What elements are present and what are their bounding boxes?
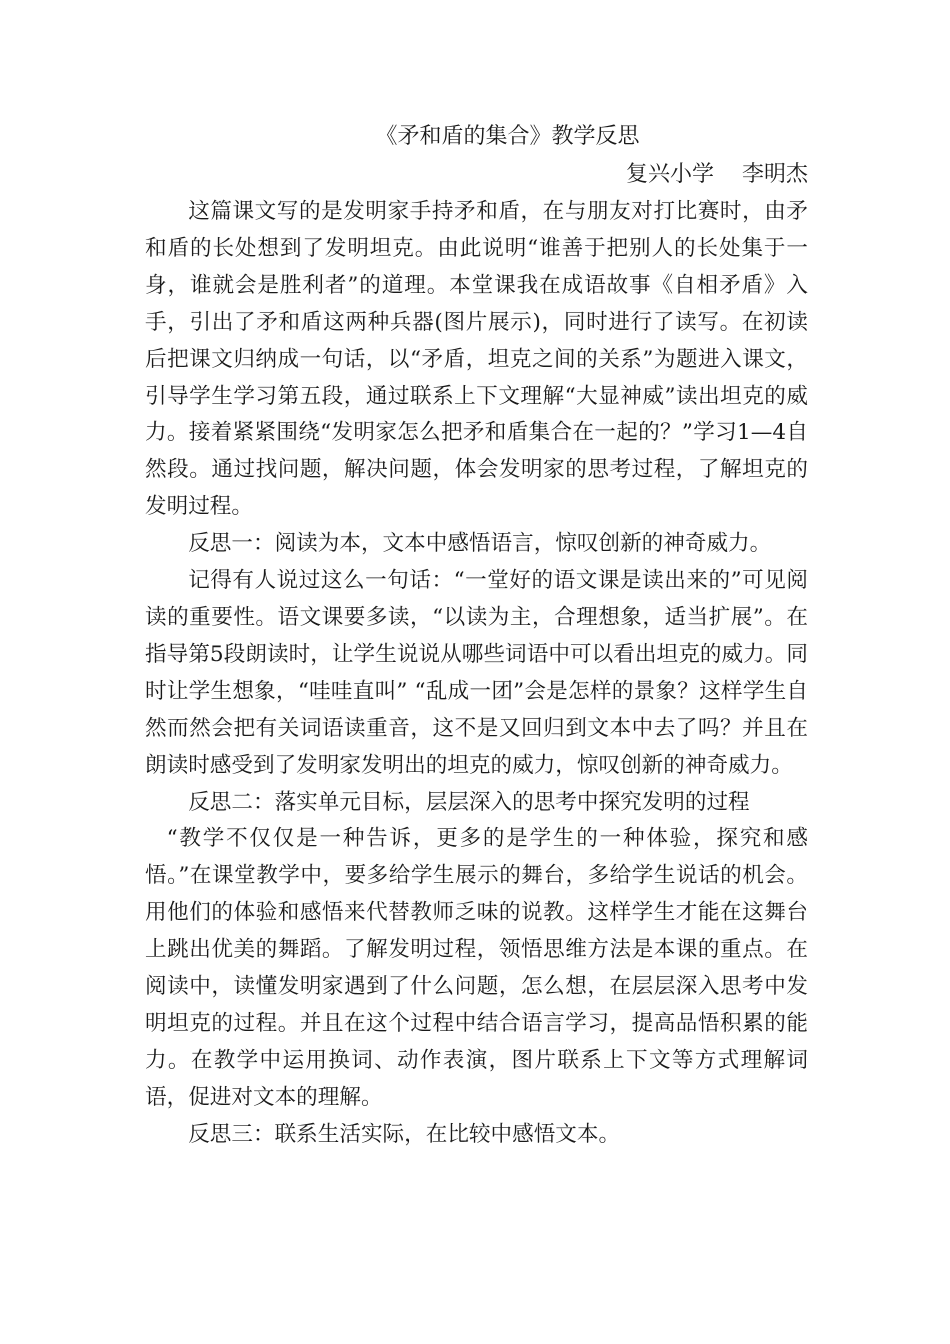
document-title: 《矛和盾的集合》教学反思 (375, 124, 640, 149)
paragraph-reflection-1: 记得有人说过这么一句话：“一堂好的语文课是读出来的”可见阅读的重要性。语文课要多读，“以读为主，合理想象，适当扩展”。在指导第5段朗读时，让学生说说从哪些词语中可以看出坦克的威力。同时让学生想象，“哇哇直叫” “乱成一团”会是怎样的景象？这样学生自然而然会把有关词语读重音，这不是又回归到文本中去了吗？并且在朗读时感受到了发明家发明出的坦克的威力，惊叹创新的神奇威力。 (145, 568, 808, 778)
document-page (145, 118, 808, 1154)
author-byline: 复兴小学 李明杰 (626, 162, 808, 187)
reflection-heading-1: 反思一：阅读为本，文本中感悟语言，惊叹创新的神奇威力。 (188, 531, 772, 557)
paragraph-intro: 这篇课文写的是发明家手持矛和盾，在与朋友对打比赛时，由矛和盾的长处想到了发明坦克。由此说明“谁善于把别人的长处集于一身，谁就会是胜利者”的道理。本堂课我在成语故事《自相矛盾》入手，引出了矛和盾这两种兵器(图片展示)，同时进行了读写。在初读后把课文归纳成一句话，以“矛盾，坦克之间的关系”为题进入课文，引导学生学习第五段，通过联系上下文理解“大显神威”读出坦克的威力。接着紧紧围绕“发明家怎么把矛和盾集合在一起的？”学习1—4自然段。通过找问题，解决问题，体会发明家的思考过程，了解坦克的发明过程。 (145, 199, 808, 520)
reflection-heading-2: 反思二：落实单元目标，层层深入的思考中探究发明的过程 (188, 789, 750, 815)
reflection-heading-3: 反思三：联系生活实际，在比较中感悟文本。 (188, 1121, 621, 1147)
paragraph-reflection-2: “教学不仅仅是一种告诉，更多的是学生的一种体验，探究和感悟。”在课堂教学中，要多给学生展示的舞台，多给学生说话的机会。用他们的体验和感悟来代替教师乏味的说教。这样学生才能在这舞台上跳出优美的舞蹈。了解发明过程，领悟思维方法是本课的重点。在阅读中，读懂发明家遇到了什么问题，怎么想，在层层深入思考中发明坦克的过程。并且在这个过程中结合语言学习，提高品悟积累的能力。在教学中运用换词、动作表演，图片联系上下文等方式理解词语，促进对文本的理解。 (145, 826, 808, 1110)
